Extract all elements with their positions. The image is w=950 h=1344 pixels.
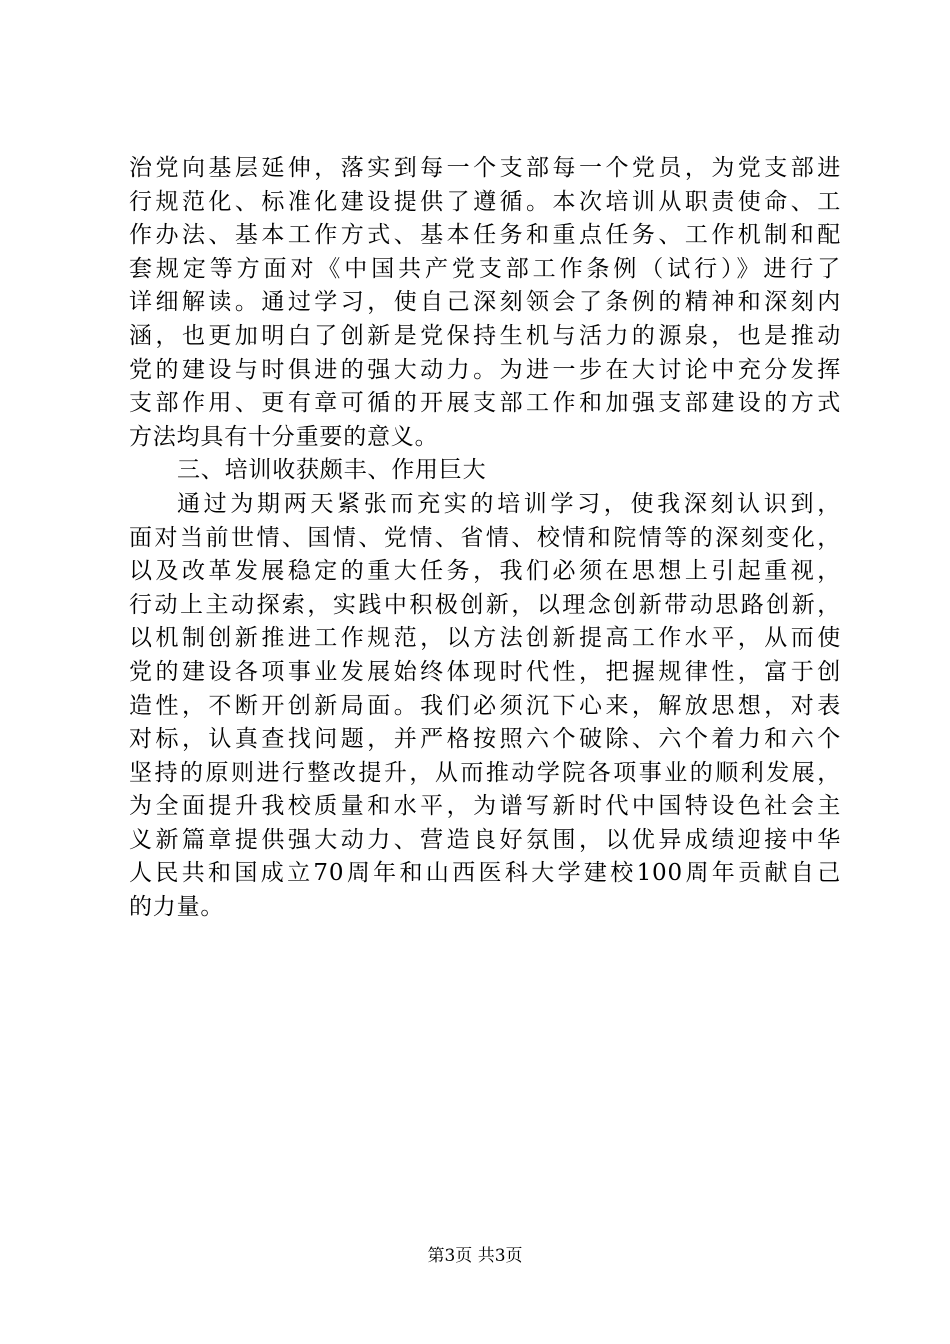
paragraph-2-line: 行动上主动探索，实践中积极创新，以理念创新带动思路创新， — [129, 591, 841, 618]
paragraph-2-line: 党的建设各项事业发展始终体现时代性，把握规律性，富于创 — [129, 658, 841, 685]
paragraph-1-line: 涵，也更加明白了创新是党保持生机与活力的源泉，也是推动 — [129, 322, 841, 349]
paragraph-1-line: 套规定等方面对《中国共产党支部工作条例（试行）》进行了 — [129, 255, 841, 282]
paragraph-2-line: 以机制创新推进工作规范，以方法创新提高工作水平，从而使 — [129, 625, 841, 652]
paragraph-1-line: 治党向基层延伸，落实到每一个支部每一个党员，为党支部进 — [129, 155, 841, 181]
paragraph-2-line: 对标，认真查找问题，并严格按照六个破除、六个着力和六个 — [129, 726, 841, 753]
paragraph-2-line: 义新篇章提供强大动力、营造良好氛围，以优异成绩迎接中华 — [129, 826, 841, 853]
paragraph-1-line: 方法均具有十分重要的意义。 — [129, 423, 439, 450]
page-number-footer: 第3页 共3页 — [427, 1246, 523, 1266]
paragraph-1-line: 详细解读。通过学习，使自己深刻领会了条例的精神和深刻内 — [129, 289, 841, 316]
paragraph-2-line: 人民共和国成立70周年和山西医科大学建校100周年贡献自己 — [129, 860, 841, 887]
paragraph-2-line: 为全面提升我校质量和水平，为谱写新时代中国特设色社会主 — [129, 793, 841, 820]
section-heading: 三、培训收获颇丰、作用巨大 — [177, 457, 487, 484]
document-body — [129, 152, 841, 925]
paragraph-1-line: 党的建设与时俱进的强大动力。为进一步在大讨论中充分发挥 — [129, 356, 841, 383]
paragraph-2-line: 坚持的原则进行整改提升，从而推动学院各项事业的顺利发展， — [129, 759, 841, 786]
paragraph-1-line: 支部作用、更有章可循的开展支部工作和加强支部建设的方式 — [129, 390, 841, 417]
paragraph-2-line: 面对当前世情、国情、党情、省情、校情和院情等的深刻变化， — [129, 524, 841, 551]
paragraph-2-line: 通过为期两天紧张而充实的培训学习，使我深刻认识到， — [177, 490, 841, 517]
paragraph-2-line: 造性，不断开创新局面。我们必须沉下心来，解放思想，对表 — [129, 692, 841, 719]
paragraph-2-line: 的力量。 — [129, 894, 225, 921]
paragraph-1-line: 行规范化、标准化建设提供了遵循。本次培训从职责使命、工 — [129, 188, 841, 215]
paragraph-2-line: 以及改革发展稳定的重大任务，我们必须在思想上引起重视， — [129, 558, 841, 585]
paragraph-1-line: 作办法、基本工作方式、基本任务和重点任务、工作机制和配 — [129, 222, 841, 249]
